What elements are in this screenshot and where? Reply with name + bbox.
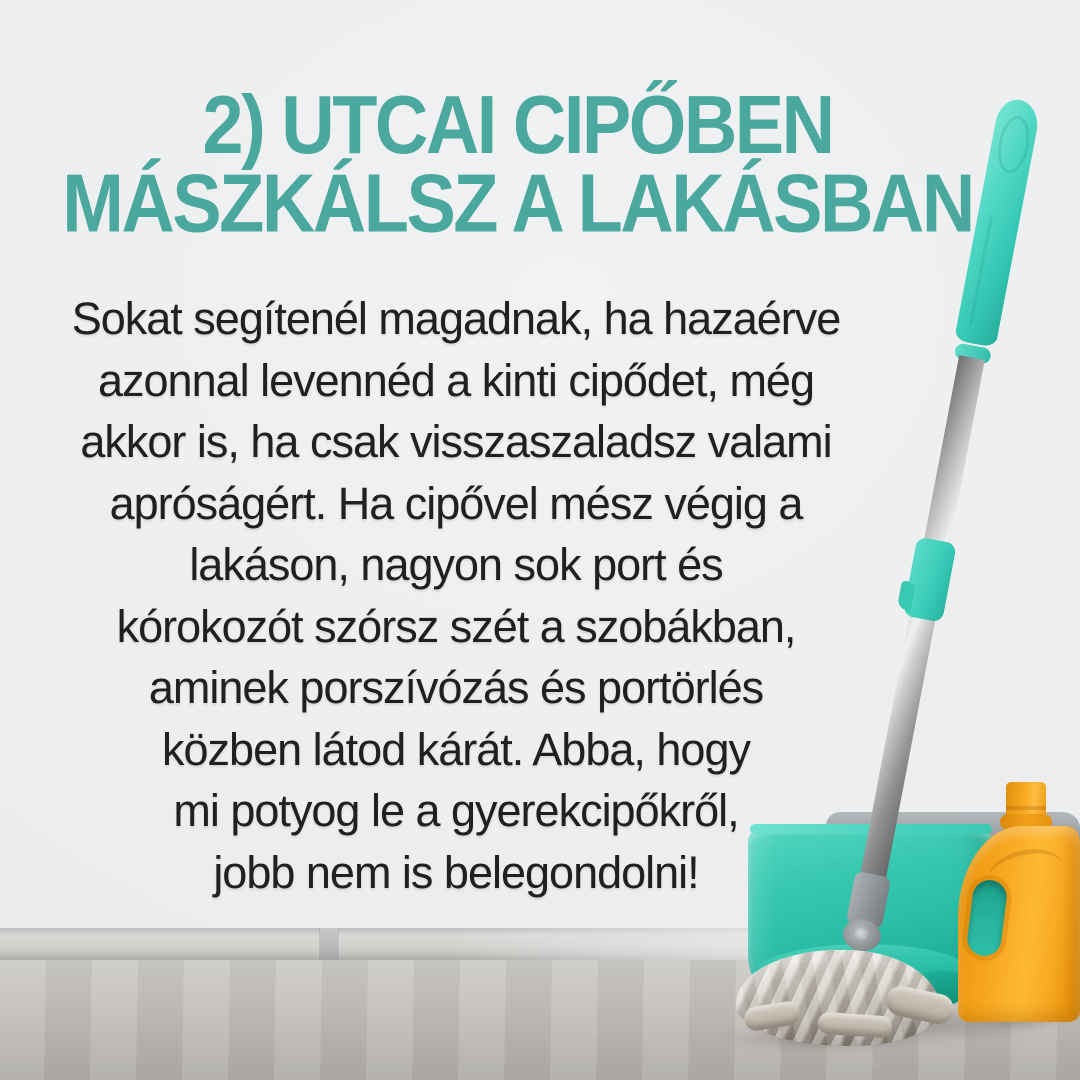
paragraph-line: apróságért. Ha cipővel mész végig a bbox=[109, 477, 803, 529]
body-paragraph bbox=[0, 288, 912, 903]
bottle-cap bbox=[1006, 782, 1046, 816]
detergent-bottle bbox=[950, 782, 1080, 1022]
paragraph-line: közben látod kárát. Abba, hogy bbox=[162, 723, 750, 775]
paragraph-line: azonnal levennéd a kinti cipődet, még bbox=[97, 354, 814, 406]
paragraph-line: kórokozót szórsz szét a szobákban, bbox=[116, 600, 796, 652]
paragraph-line: mi potyog le a gyerekcipőkről, bbox=[173, 785, 739, 836]
paragraph-line: jobb nem is belegondolni! bbox=[213, 846, 699, 898]
paragraph-line: lakáson, nagyon sok port és bbox=[189, 539, 723, 590]
heading-line-2: MÁSZKÁLSZ A LAKÁSBAN bbox=[62, 156, 973, 250]
page-title bbox=[30, 78, 1005, 250]
paragraph-line: aminek porszívózás és portörlés bbox=[148, 662, 764, 713]
heading-line-1: 2) UTCAI CIPŐBEN bbox=[202, 78, 833, 172]
paragraph-line: akkor is, ha csak visszaszaladsz valami bbox=[80, 416, 832, 467]
paragraph-line: Sokat segítenél magadnak, ha hazaérve bbox=[71, 293, 841, 344]
baseboard-seam bbox=[320, 928, 338, 962]
